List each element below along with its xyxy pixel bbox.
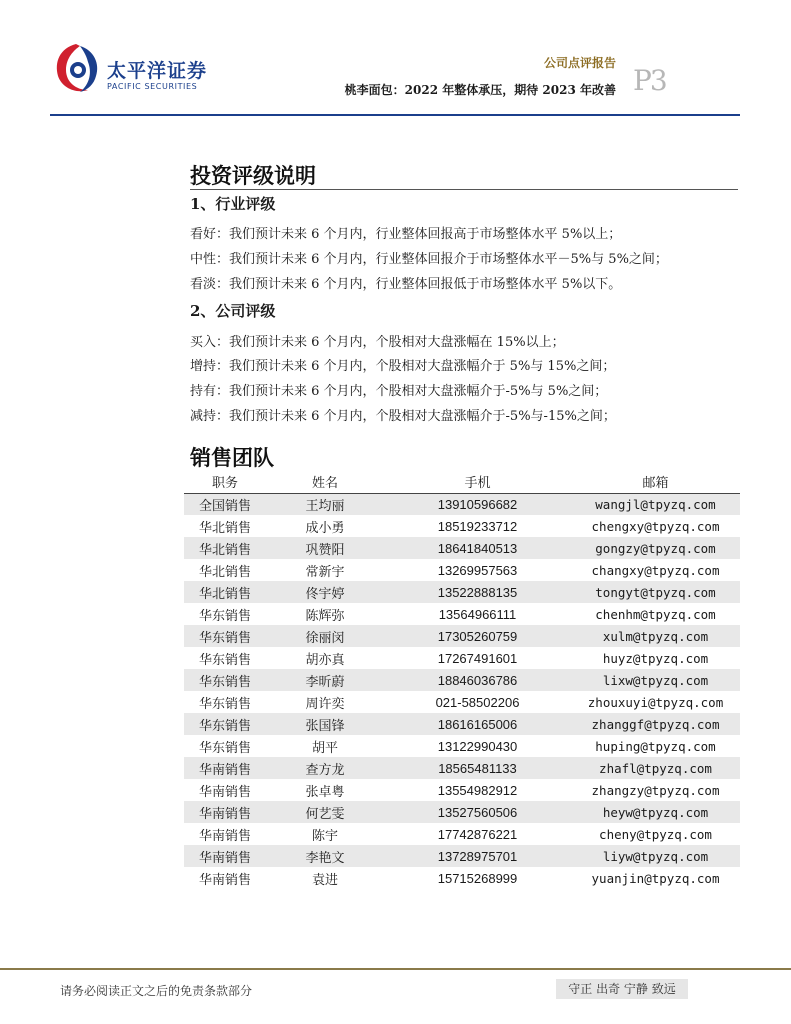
cell-name: 李艳文	[266, 845, 384, 867]
table-row	[184, 669, 740, 691]
cell-name: 王均丽	[266, 493, 384, 515]
footer-divider	[0, 968, 791, 970]
cell-email: wangjl@tpyzq.com	[571, 493, 740, 515]
industry-rating-line: 看淡：我们预计未来 6 个月内，行业整体回报低于市场整体水平 5%以下。	[190, 277, 622, 292]
cell-email: gongzy@tpyzq.com	[571, 537, 740, 559]
table-row	[184, 493, 740, 515]
header-divider	[50, 114, 740, 116]
cell-title: 华北销售	[184, 537, 266, 559]
cell-phone: 13522888135	[384, 581, 571, 603]
cell-title: 华北销售	[198, 520, 251, 536]
cell-title: 华东销售	[198, 696, 251, 712]
rating-divider	[190, 189, 738, 190]
cell-title: 华南销售	[184, 801, 266, 823]
cell-phone: 13910596682	[384, 493, 571, 515]
cell-email: zhouxuyi@tpyzq.com	[587, 694, 724, 710]
cell-title: 华东销售	[184, 669, 266, 691]
column-header-email: 邮箱	[571, 471, 740, 493]
cell-phone: 18519233712	[437, 518, 518, 534]
industry-rating-line: 中性：我们预计未来 6 个月内，行业整体回报介于市场整体水平－5%与 5%之间；	[190, 252, 668, 267]
cell-email: lixw@tpyzq.com	[571, 669, 740, 691]
cell-phone: 021-58502206	[435, 694, 520, 710]
sales-section-title: 销售团队	[190, 445, 274, 470]
industry-rating-line: 看好：我们预计未来 6 个月内，行业整体回报高于市场整体水平 5%以上；	[190, 227, 622, 242]
column-header-name: 姓名	[266, 471, 384, 493]
logo-mark-icon	[50, 40, 102, 96]
cell-email: yuanjin@tpyzq.com	[591, 870, 720, 886]
cell-email: cheny@tpyzq.com	[599, 826, 712, 842]
report-type: 公司点评报告	[543, 56, 616, 70]
cell-title: 华北销售	[198, 564, 251, 580]
table-row	[184, 625, 740, 647]
cell-name: 李昕蔚	[266, 669, 384, 691]
cell-name: 徐丽闵	[266, 625, 384, 647]
cell-title: 华北销售	[184, 581, 266, 603]
industry-rating-heading: 1、行业评级	[190, 195, 276, 213]
cell-phone: 13269957563	[437, 562, 518, 578]
cell-title: 华南销售	[184, 757, 266, 779]
cell-email: huyz@tpyzq.com	[602, 650, 709, 666]
column-header-title: 职务	[184, 471, 266, 493]
table-row	[184, 713, 740, 735]
cell-name: 袁进	[311, 872, 338, 888]
cell-phone: 18565481133	[384, 757, 571, 779]
cell-title: 华南销售	[184, 845, 266, 867]
cell-phone: 18641840513	[384, 537, 571, 559]
cell-email: tongyt@tpyzq.com	[571, 581, 740, 603]
company-rating-line: 增持：我们预计未来 6 个月内，个股相对大盘涨幅介于 5%与 15%之间；	[190, 359, 616, 374]
table-row	[184, 757, 740, 779]
cell-email: chengxy@tpyzq.com	[591, 518, 720, 534]
rating-section-title: 投资评级说明	[190, 163, 316, 188]
cell-email: huping@tpyzq.com	[595, 738, 716, 754]
report-title: 桃李面包：2022 年整体承压，期待 2023 年改善	[344, 83, 616, 97]
cell-email: zhafl@tpyzq.com	[571, 757, 740, 779]
table-row	[184, 779, 740, 801]
cell-name: 何艺雯	[266, 801, 384, 823]
cell-title: 华南销售	[198, 872, 251, 888]
cell-phone: 17267491601	[437, 650, 518, 666]
table-row	[184, 647, 740, 669]
cell-phone: 18616165006	[384, 713, 571, 735]
cell-phone: 13527560506	[384, 801, 571, 823]
company-rating-line: 减持：我们预计未来 6 个月内，个股相对大盘涨幅介于-5%与-15%之间；	[190, 409, 616, 424]
table-row	[184, 515, 740, 537]
cell-phone: 17305260759	[384, 625, 571, 647]
company-logo	[50, 40, 210, 100]
cell-email: xulm@tpyzq.com	[571, 625, 740, 647]
cell-name: 陈辉弥	[305, 608, 345, 624]
cell-phone: 18846036786	[384, 669, 571, 691]
table-row	[184, 537, 740, 559]
cell-name: 成小勇	[305, 520, 345, 536]
cell-title: 华东销售	[184, 713, 266, 735]
cell-phone: 15715268999	[437, 870, 518, 886]
company-rating-line: 买入：我们预计未来 6 个月内，个股相对大盘涨幅在 15%以上；	[190, 335, 565, 350]
cell-phone: 17742876221	[437, 826, 518, 842]
table-row	[184, 867, 740, 889]
table-row	[184, 823, 740, 845]
sales-team-table	[184, 471, 740, 889]
cell-title: 华南销售	[198, 828, 251, 844]
table-row	[184, 845, 740, 867]
cell-phone: 13122990430	[437, 738, 518, 754]
cell-name: 张国锋	[266, 713, 384, 735]
page-number: P3	[633, 64, 666, 97]
cell-email: changxy@tpyzq.com	[591, 562, 720, 578]
cell-name: 胡亦真	[305, 652, 345, 668]
table-row	[184, 581, 740, 603]
table-row	[184, 559, 740, 581]
cell-name: 张卓粤	[305, 784, 345, 800]
cell-email: zhangzy@tpyzq.com	[591, 782, 720, 798]
table-header-row	[184, 471, 740, 493]
cell-title: 华东销售	[198, 652, 251, 668]
cell-email: chenhm@tpyzq.com	[595, 606, 716, 622]
logo-chinese-name: 太平洋证券	[107, 60, 208, 82]
table-row	[184, 603, 740, 625]
cell-name: 查方龙	[266, 757, 384, 779]
cell-name: 胡平	[311, 740, 338, 756]
company-rating-line: 持有：我们预计未来 6 个月内，个股相对大盘涨幅介于-5%与 5%之间；	[190, 384, 608, 399]
footer-disclaimer: 请务必阅读正文之后的免责条款部分	[60, 984, 253, 998]
cell-name: 陈宇	[311, 828, 338, 844]
company-rating-heading: 2、公司评级	[190, 302, 276, 320]
cell-email: liyw@tpyzq.com	[571, 845, 740, 867]
table-row	[184, 735, 740, 757]
cell-name: 巩赞阳	[266, 537, 384, 559]
cell-name: 常新宇	[305, 564, 345, 580]
cell-email: zhanggf@tpyzq.com	[571, 713, 740, 735]
cell-phone: 13564966111	[438, 606, 517, 622]
cell-name: 周许奕	[305, 696, 345, 712]
footer-motto: 守正 出奇 宁静 致远	[556, 979, 688, 999]
logo-english-name: PACIFIC SECURITIES	[107, 82, 198, 91]
cell-name: 佟宇婷	[266, 581, 384, 603]
column-header-phone: 手机	[384, 471, 571, 493]
cell-title: 全国销售	[184, 493, 266, 515]
table-row	[184, 691, 740, 713]
table-row	[184, 801, 740, 823]
cell-title: 华东销售	[198, 740, 251, 756]
cell-email: heyw@tpyzq.com	[571, 801, 740, 823]
cell-phone: 13728975701	[384, 845, 571, 867]
cell-title: 华东销售	[198, 608, 251, 624]
cell-phone: 13554982912	[437, 782, 518, 798]
cell-title: 华东销售	[184, 625, 266, 647]
cell-title: 华南销售	[198, 784, 251, 800]
